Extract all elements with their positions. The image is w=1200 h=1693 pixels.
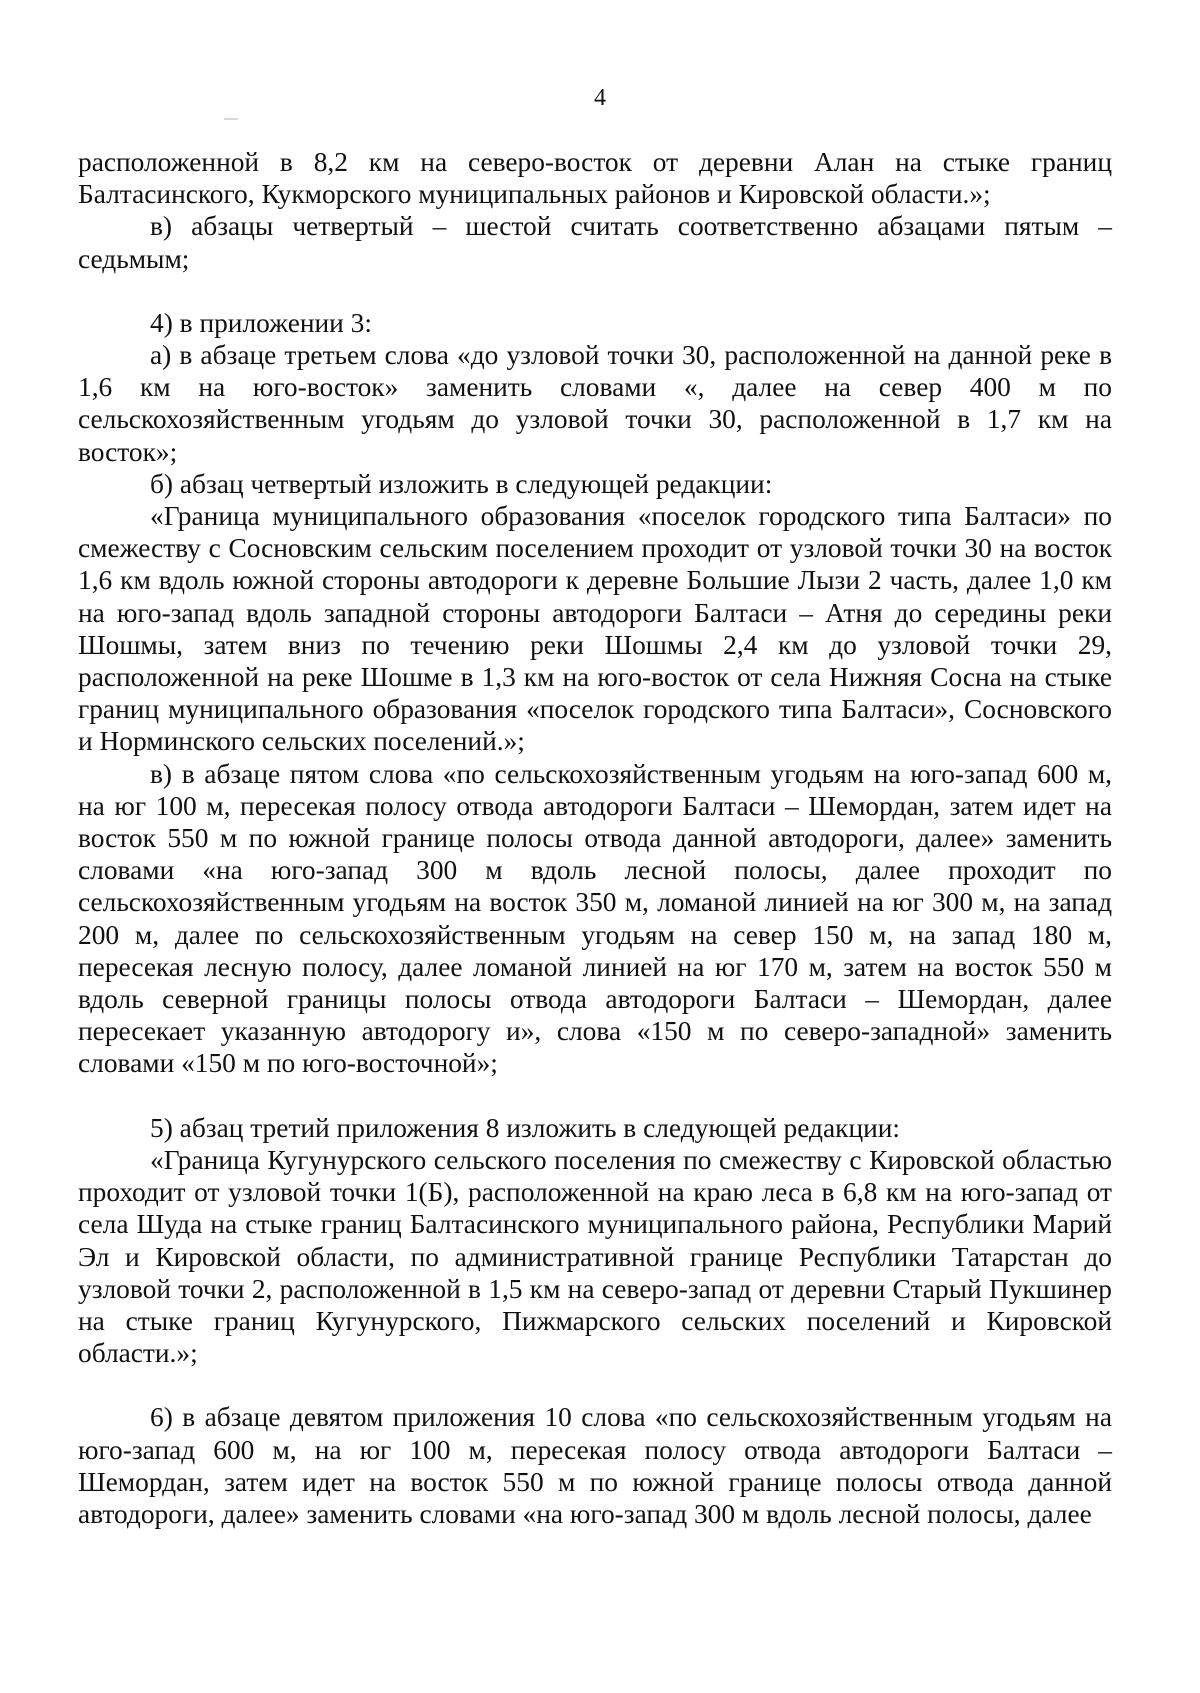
paragraph-quote-boundary-kugunur: «Граница Кугунурского сельского поселения по смежеству с Кировской областью проходит от узловой точки 1(Б), расположенной на краю леса в 6,8 км на юго-запад от села Шуда на стыке границ Балтасинского муниципального района, Республики Марий Эл и Кировской области, по административной границе Республики Татарстан до узловой точки 2, расположенной в 1,5 км на северо-запад от деревни Старый Пукшинер на стыке границ Кугунурского, Пижмарского сельских поселений и Кировской области.»; [78, 1144, 1112, 1369]
paragraph-quote-boundary-baltasi: «Граница муниципального образования «поселок городского типа Балтаси» по смежеству с Сосновским сельским поселением проходит от узловой точки 30 на восток 1,6 км вдоль южной стороны автодороги к деревне Большие Лызи 2 часть, далее 1,0 км на юго-запад вдоль западной стороны автодороги Балтаси – Атня до середины реки Шошмы, затем вниз по течению реки Шошмы 2,4 км до узловой точки 29, расположенной на реке Шошме в 1,3 км на юго-восток от села Нижняя Сосна на стыке границ муниципального образования «поселок городского типа Балтаси», Сосновского и Норминского сельских поселений.»; [78, 501, 1112, 757]
paragraph-item-4: 4) в приложении 3: [150, 307, 372, 338]
scan-artifact [224, 118, 238, 120]
paragraph-item-4a: а) в абзаце третьем слова «до узловой точки 30, расположенной на данной реке в 1,6 км на юго-восток» заменить словами «, далее на север 400 м по сельскохозяйственным угодьям до узловой точки 30, расположенной в 1,7 км на восток»; [78, 340, 1112, 467]
paragraph-continuation: расположенной в 8,2 км на северо-восток от деревни Алан на стыке границ Балтасинского, Кукморского муниципальных районов и Кировской области.»; [78, 147, 1112, 210]
paragraph-item-4b: б) абзац четвертый изложить в следующей редакции: [150, 468, 773, 499]
page-number: 4 [594, 85, 606, 111]
document-body [78, 146, 1112, 1530]
paragraph-item-v: в) абзацы четвертый – шестой считать соответственно абзацами пятым – седьмым; [78, 211, 1112, 274]
paragraph-item-4v: в) в абзаце пятом слова «по сельскохозяйственным угодьям на юго-запад 600 м, на юг 100 м, пересекая полосу отвода автодороги Балтаси – Шемордан, затем идет на восток 550 м по южной границе полосы отвода данной автодороги, далее» заменить словами «на юго-запад 300 м вдоль лесной полосы, далее проходит по сельскохозяйственным угодьям на восток 350 м, ломаной линией на юг 300 м, на запад 200 м, далее по сельскохозяйственным угодьям на север 150 м, на запад 180 м, пересекая лесную полосу, далее ломаной линией на юг 170 м, затем на восток 550 м вдоль северной границы полосы отвода автодороги Балтаси – Шемордан, далее пересекает указанную автодорогу и», слова «150 м по северо-западной» заменить словами «150 м по юго-восточной»; [78, 758, 1112, 1079]
paragraph-item-5: 5) абзац третий приложения 8 изложить в следующей редакции: [150, 1112, 901, 1143]
paragraph-item-6: 6) в абзаце девятом приложения 10 слова «по сельскохозяйственным угодьям на юго-запад 600 м, на юг 100 м, пересекая полосу отвода автодороги Балтаси – Шемордан, затем идет на восток 550 м по южной границе полосы отвода данной автодороги, далее» заменить словами «на юго-запад 300 м вдоль лесной полосы, далее [78, 1402, 1112, 1529]
